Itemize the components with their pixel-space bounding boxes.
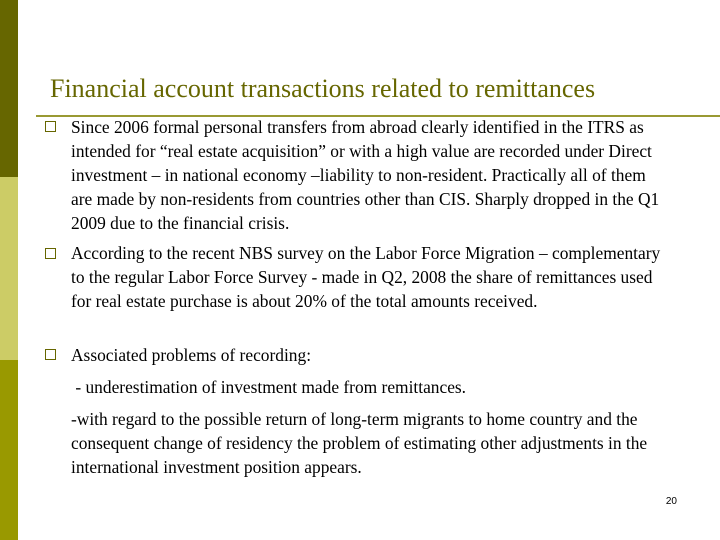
bullet-text: Since 2006 formal personal transfers from abroad clearly identified in the ITRS as intended for “real estate acquisition” or with a high value are recorded under Direct investment – in national economy –liability to non-resident. Practically all of them are made by non-residents from countries other than CIS. Sharply dropped in the Q1 2009 due to the financial crisis. <box>71 117 660 233</box>
square-bullet-icon <box>45 248 56 259</box>
accent-bar-dark <box>0 0 18 177</box>
sub-item-text: - underestimation of investment made from remittances. <box>71 377 467 397</box>
accent-bar-mid <box>0 360 18 540</box>
square-bullet-icon <box>45 121 56 132</box>
bullet-text: Associated problems of recording: <box>71 345 312 365</box>
slide-title: Financial account transactions related to remittances <box>50 74 596 103</box>
page-number: 20 <box>665 496 677 507</box>
accent-bar-light <box>0 177 18 360</box>
sub-item-text: -with regard to the possible return of long-term migrants to home country and the consequent change of residency the problem of estimating other adjustments in the international investment position appears. <box>71 409 648 477</box>
square-bullet-icon <box>45 349 56 360</box>
bullet-text: According to the recent NBS survey on the Labor Force Migration – complementary to the regular Labor Force Survey - made in Q2, 2008 the share of remittances used for real estate purchase is about 20% of the total amounts received. <box>71 243 661 311</box>
